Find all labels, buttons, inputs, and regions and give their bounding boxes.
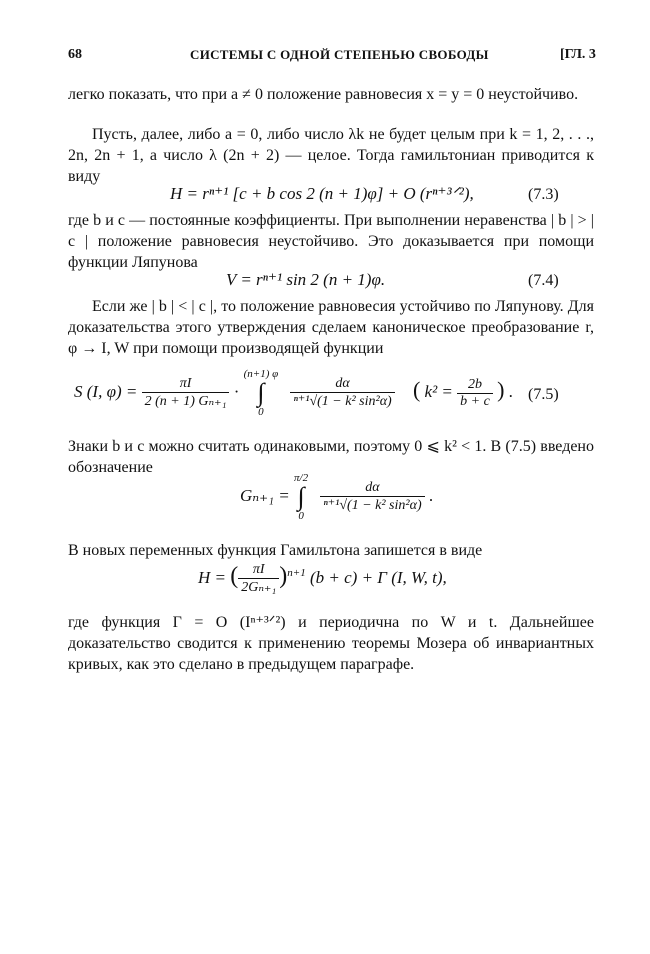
eq75-condition-denominator: b + c (460, 393, 490, 409)
paragraph-6: В новых переменных функция Гамильтона запишется в виде (68, 542, 483, 559)
eqh-denominator: 2Gₙ₊₁ (241, 580, 277, 595)
eqg-fraction (320, 480, 424, 514)
paragraph-1: легко показать, что при a ≠ 0 положение равновесия x = y = 0 неустойчиво. (68, 86, 579, 103)
eqg-integral-upper: π/2 (294, 472, 309, 484)
eq75-fraction-1 (142, 376, 230, 410)
equation-7-5: S (I, φ) = $\frac{\pi I}{\text{2 (n + 1) Gₙ₊₁}}$ · (n+1) φ ∫ 0 $\frac{d\alpha}{\text{ⁿ⁺¹√(1 − k² sin²α)}}$ ( k² = $\frac{2b}{b + c}$ ) . (74, 368, 513, 418)
paragraph-7: где функция Γ = O (Iⁿ⁺³ᐟ²) и периодична по W и t. Дальнейшее доказательство сводится к применению теоремы Мозера об инвариантных кривых, как это сделано в предыдущем параграфе. (68, 614, 594, 673)
paragraph-5: Знаки b и c можно считать одинаковыми, поэтому 0 ⩽ k² < 1. В (7.5) введено обозначение (68, 438, 594, 476)
eq75-denominator-2: ⁿ⁺¹√(1 − k² sin²α) (293, 394, 392, 409)
eq75-integral-lower: 0 (258, 406, 264, 418)
eq75-numerator-1: πI (142, 376, 230, 393)
eqh-fraction (238, 562, 279, 596)
eq75-fraction-2 (290, 376, 394, 410)
eq75-lhs: S (I, φ) = (74, 381, 138, 401)
eqg-numerator: dα (320, 480, 424, 497)
eq75-condition-fraction (457, 377, 493, 410)
paragraph-2: Пусть, далее, либо a = 0, либо число λk не будет целым при k = 1, 2, . . ., 2n, 2n + 1, а число λ (2n + 2) — целое. Тогда гамильтониан приводится к виду (68, 126, 594, 185)
eqg-denominator: ⁿ⁺¹√(1 − k² sin²α) (323, 498, 422, 513)
eqg-lhs: Gₙ₊₁ = (240, 485, 290, 505)
equation-h: H = ( $\frac{\pi I}{\text{2Gₙ₊₁}}$ )$^{n+1}$ (b + c) + Γ (I, W, t), (198, 562, 447, 595)
eqh-rest: (b + c) + Γ (I, W, t), (309, 567, 447, 587)
page-number: 68 (68, 47, 82, 62)
eqg-integral (294, 472, 308, 522)
eq75-numerator-2: dα (290, 376, 394, 393)
integral-sign-icon: ∫ (297, 482, 305, 511)
equation-g: Gₙ₊₁ = π/2 ∫ 0 $\frac{d\alpha}{\text{ⁿ⁺¹√(1 − k² sin²α)}}$ . (240, 472, 434, 522)
equation-7-3-number: (7.3) (528, 186, 559, 203)
equation-7-3: H = rⁿ⁺¹ [c + b cos 2 (n + 1)φ] + O (rⁿ⁺³ᐟ²), (170, 184, 474, 203)
chapter-marker: [ГЛ. 3 (560, 47, 596, 62)
eq75-integral (244, 368, 279, 418)
equation-7-4-number: (7.4) (528, 272, 559, 289)
integral-sign-icon: ∫ (257, 378, 265, 407)
paragraph-4: Если же | b | < | c |, то положение равновесия устойчиво по Ляпунову. Для доказательства этого утверждения сделаем каноническое преобразование r, φ → I, W при помощи производящей функции (68, 298, 594, 357)
eqg-integral-lower: 0 (298, 510, 304, 522)
equation-7-4: V = rⁿ⁺¹ sin 2 (n + 1)φ. (226, 270, 386, 289)
eq75-integral-upper: (n+1) φ (243, 368, 279, 380)
eq75-condition-lhs: k² = (424, 381, 453, 401)
eq75-condition-numerator: 2b (457, 377, 493, 394)
eq75-denominator-1: 2 (n + 1) Gₙ₊₁ (144, 394, 227, 409)
eqh-numerator: πI (238, 562, 279, 579)
running-title: СИСТЕМЫ С ОДНОЙ СТЕПЕНЬЮ СВОБОДЫ (190, 47, 489, 62)
eqh-lhs: H = (198, 567, 226, 587)
paragraph-3: где b и c — постоянные коэффициенты. При выполнении неравенства | b | > | c | положение равновесия неустойчиво. Это доказывается при помощи функции Ляпунова (68, 212, 594, 271)
equation-7-5-number: (7.5) (528, 386, 559, 403)
